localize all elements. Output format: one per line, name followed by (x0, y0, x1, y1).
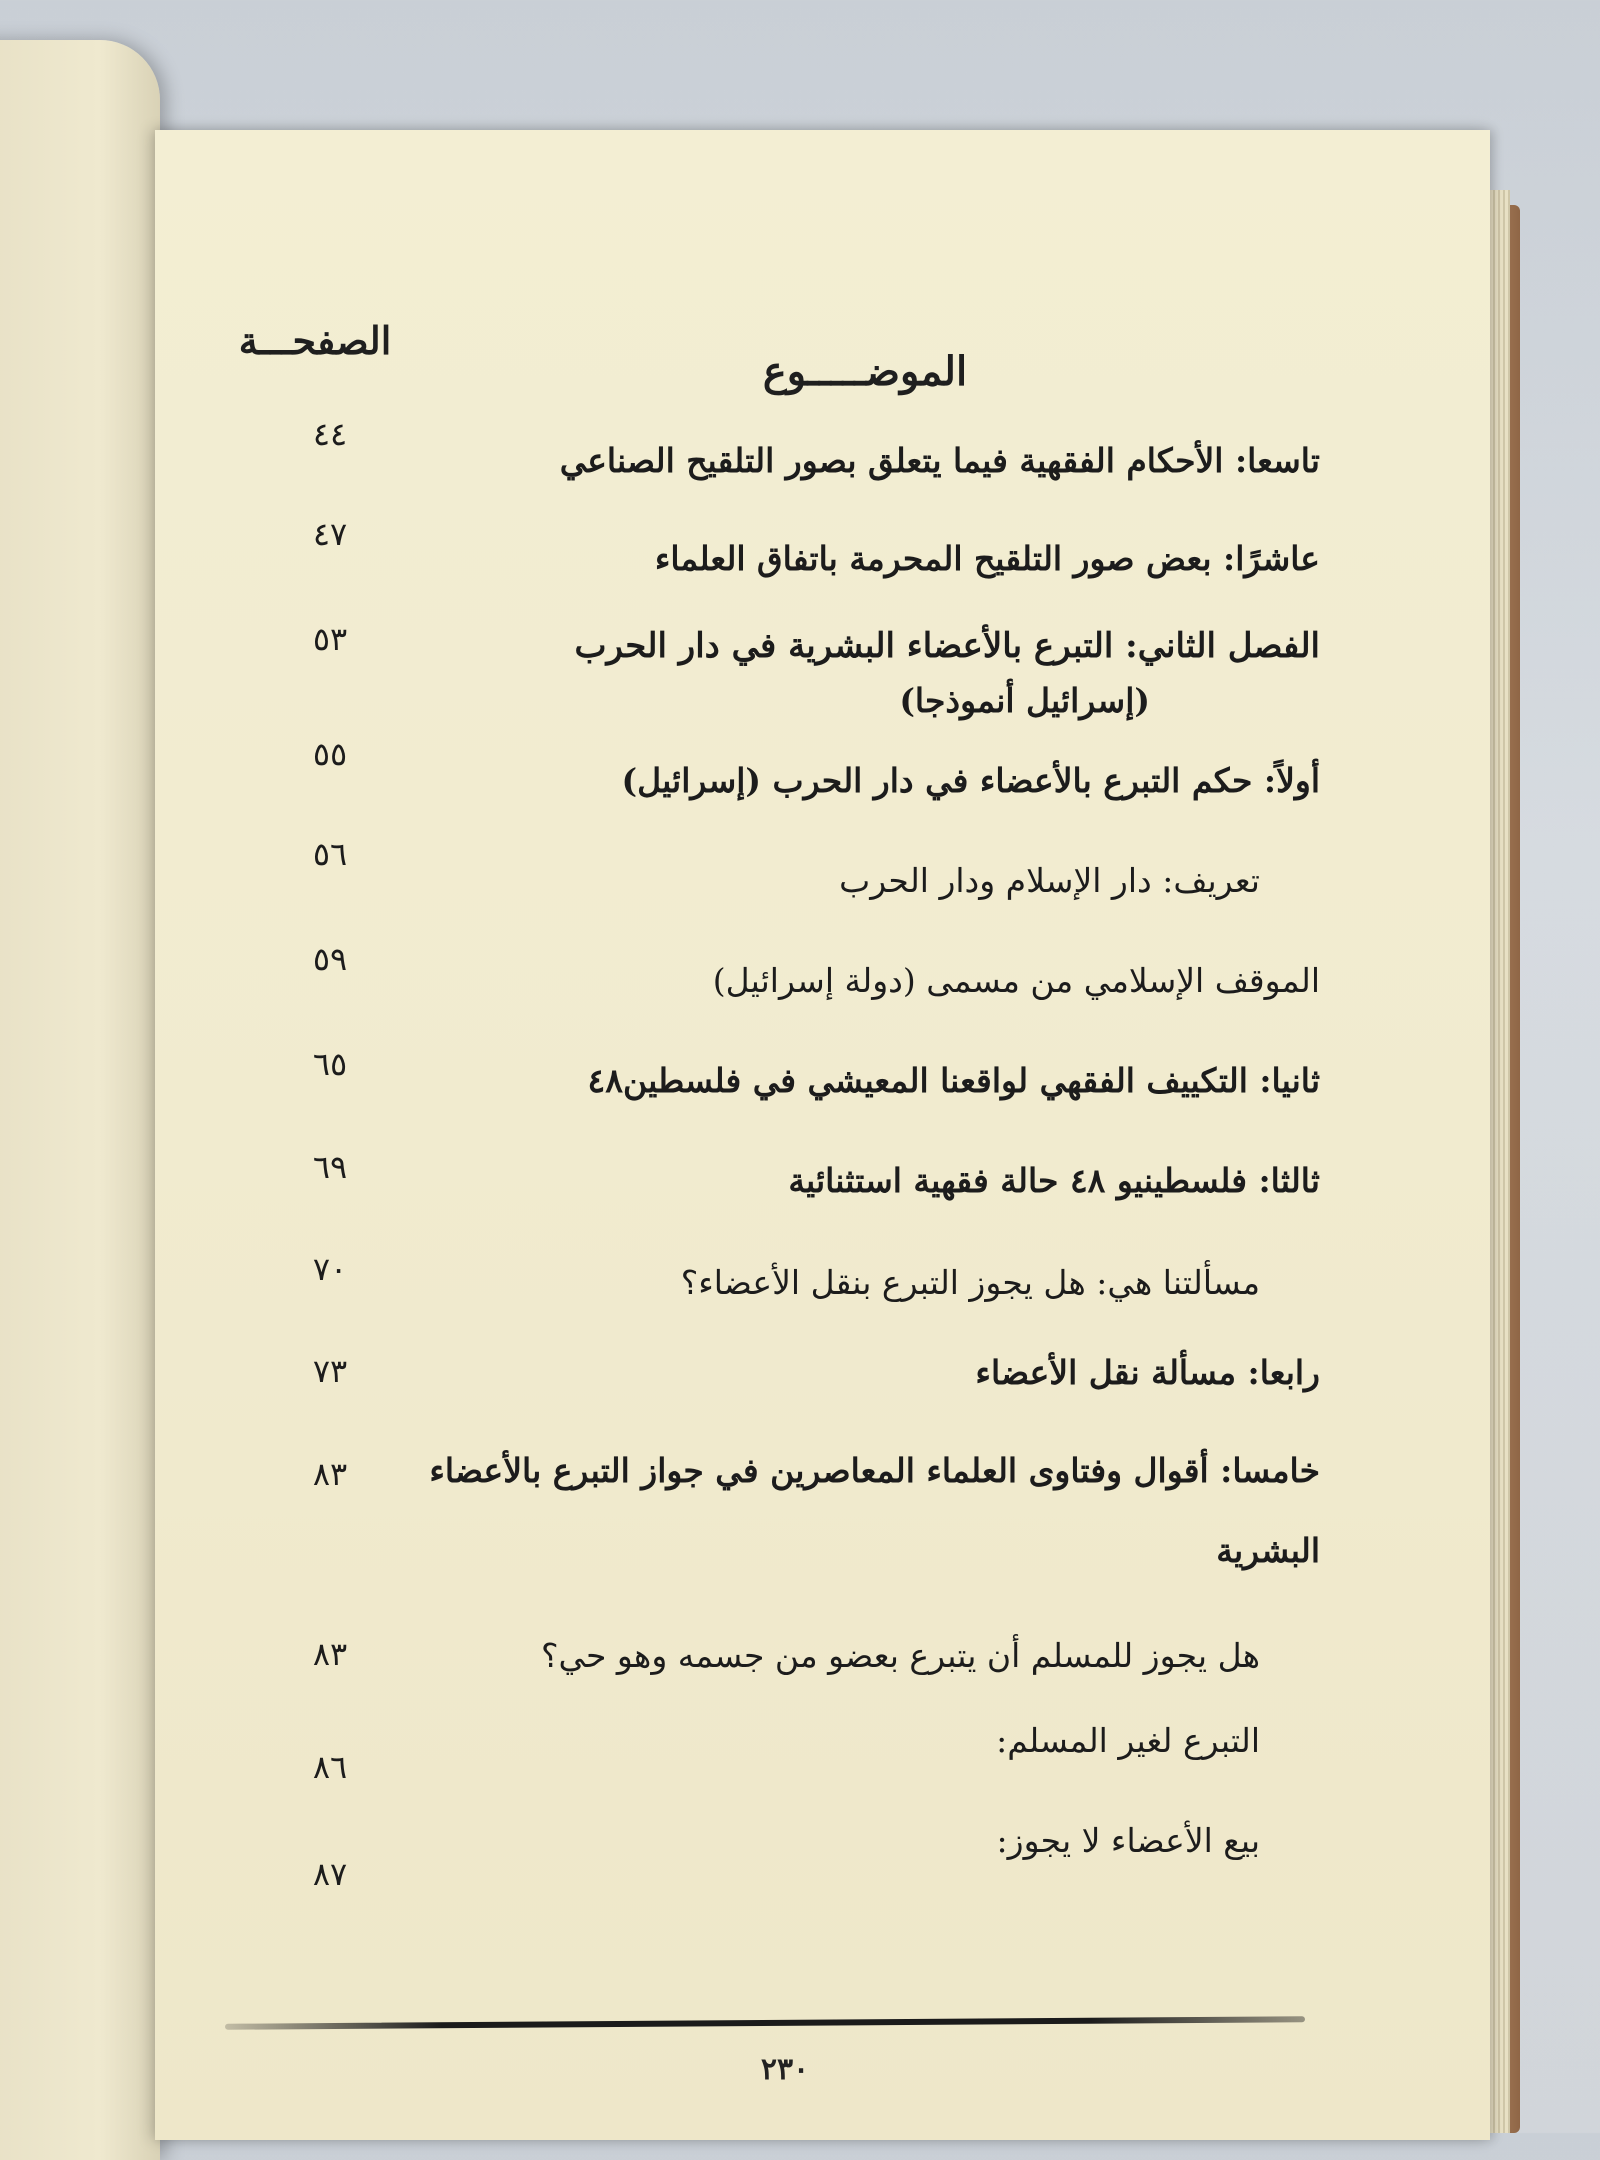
toc-entry-title: عاشرًا: بعض صور التلقيح المحرمة باتفاق العلماء (654, 539, 1320, 578)
toc-entry-title: خامسا: أقوال وفتاوى العلماء المعاصرين في جواز التبرع بالأعضاء (429, 1451, 1320, 1490)
toc-entry-title: ثالثا: فلسطينيو ٤٨ حالة فقهية استثنائية (788, 1161, 1320, 1200)
facing-page (0, 40, 160, 2160)
toc-entry-title: مسألتنا هي: هل يجوز التبرع بنقل الأعضاء؟ (680, 1263, 1260, 1302)
toc-entry-title-continued: البشرية (1216, 1531, 1320, 1570)
toc-entry-page: ٧٣ (312, 1352, 348, 1390)
toc-entry-title: تعريف: دار الإسلام ودار الحرب (839, 861, 1260, 900)
toc-entry-page: ٨٣ (312, 1635, 348, 1673)
toc-entry-page: ٥٦ (312, 835, 348, 873)
toc-entry-page: ٨٦ (312, 1748, 348, 1786)
toc-entry-page: ٥٥ (312, 735, 348, 773)
toc-entry-page: ٥٩ (312, 940, 348, 978)
toc-entry-title: الموقف الإسلامي من مسمى (دولة إسرائيل) (712, 961, 1320, 1000)
toc-entry-title: رابعا: مسألة نقل الأعضاء (975, 1353, 1320, 1392)
page-number: ٢٣٠ (760, 2052, 810, 2087)
toc-entry-title: تاسعا: الأحكام الفقهية فيما يتعلق بصور التلقيح الصناعي (559, 441, 1320, 480)
table-of-contents-page (155, 130, 1490, 2140)
toc-entry-title: هل يجوز للمسلم أن يتبرع بعضو من جسمه وهو حي؟ (540, 1636, 1260, 1675)
toc-entry-title: التبرع لغير المسلم: (996, 1721, 1260, 1760)
toc-entry-page: ٨٣ (312, 1455, 348, 1493)
toc-entry-page: ٥٣ (312, 620, 348, 658)
subject-column-header: الموضـــــوع (762, 348, 968, 395)
toc-entry-page: ٤٤ (312, 415, 348, 453)
toc-entry-page: ٦٥ (312, 1045, 348, 1083)
toc-entry-title-continued: (إسرائيل أنموذجا) (899, 681, 1150, 720)
footer-rule (225, 2016, 1305, 2030)
toc-entry-page: ٤٧ (312, 515, 348, 553)
toc-entry-page: ٨٧ (312, 1855, 348, 1893)
toc-entry-title: أولاً: حكم التبرع بالأعضاء في دار الحرب (إسرائيل) (621, 761, 1320, 800)
toc-entry-title: الفصل الثاني: التبرع بالأعضاء البشرية في دار الحرب (574, 626, 1320, 666)
page-column-header: الصفحـــة (238, 318, 392, 363)
toc-entry-page: ٧٠ (312, 1250, 348, 1288)
toc-entry-title: ثانيا: التكييف الفقهي لواقعنا المعيشي في فلسطين٤٨ (587, 1061, 1320, 1100)
toc-entry-page: ٦٩ (312, 1148, 348, 1186)
toc-entry-title: بيع الأعضاء لا يجوز: (996, 1821, 1260, 1860)
